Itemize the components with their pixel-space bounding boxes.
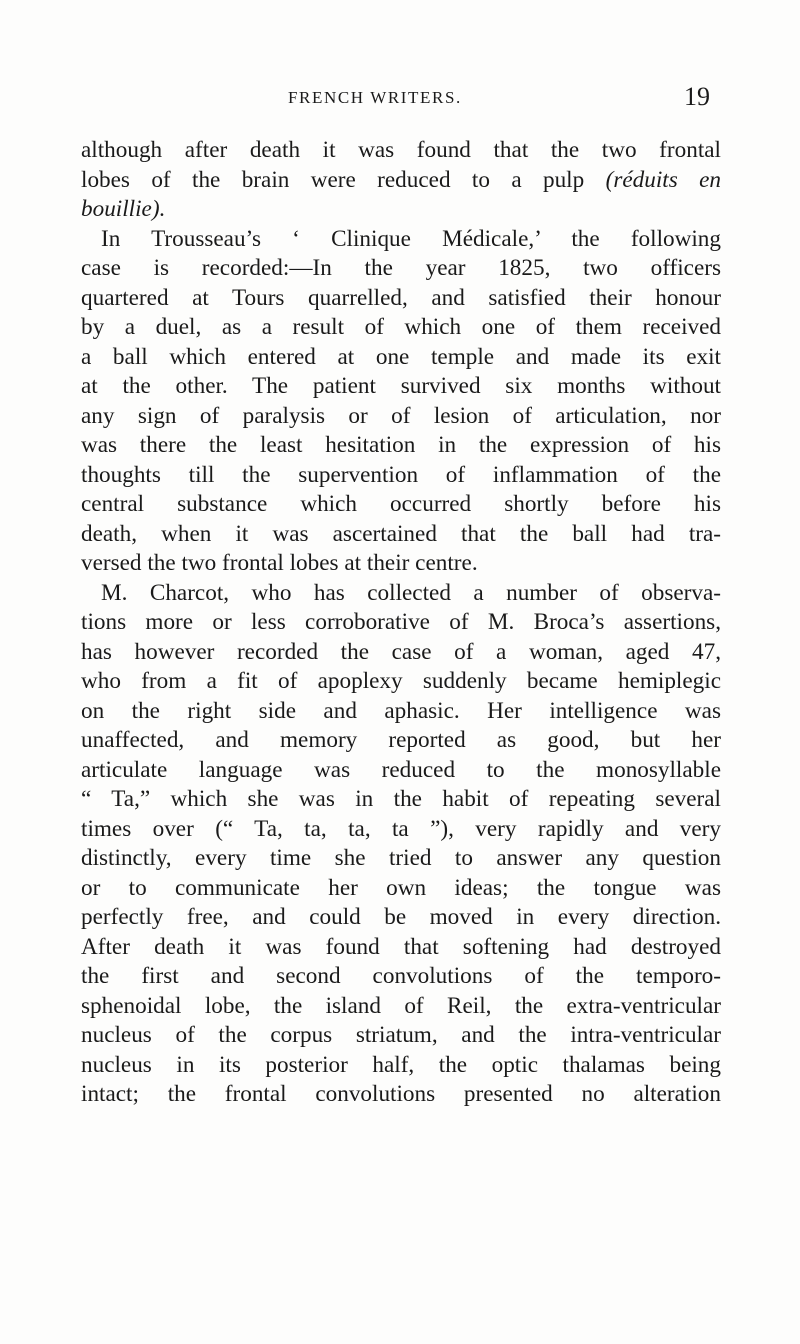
text-line: who from a fit of apoplexy suddenly became hemiplegic — [81, 668, 721, 694]
text-line: any sign of paralysis or of lesion of articulation, nor — [81, 402, 721, 429]
text-line: at the other. The patient survived six months without — [81, 373, 721, 399]
text-line: death, when it was ascertained that the ball had tra- — [81, 520, 721, 547]
text-line: although after death it was found that the two frontal — [81, 137, 721, 163]
text-line: articulate language was reduced to the monosyllable — [81, 756, 721, 783]
running-head — [0, 82, 800, 122]
body-text — [81, 136, 721, 1110]
text-line: tions more or less corroborative of M. Broca’s assertions, — [81, 609, 721, 635]
text-line: was there the least hesitation in the expression of his — [81, 432, 721, 458]
text-line: times over (“ Ta, ta, ta, ta ”), very rapidly and very — [81, 815, 721, 842]
paragraph-first-line: In Trousseau’s ‘ Clinique Médicale,’ the following — [101, 225, 721, 252]
text-line: the first and second convolutions of the temporo- — [81, 963, 721, 989]
text-line: “ Ta,” which she was in the habit of repeating several — [81, 786, 721, 812]
text-line: intact; the frontal convolutions presented no alteration — [81, 1081, 721, 1107]
text-line: After death it was found that softening had destroyed — [81, 933, 721, 960]
text-line: quartered at Tours quarrelled, and satisfied their honour — [81, 284, 721, 311]
page-number: 19 — [684, 82, 710, 111]
text-line: perfectly free, and could be moved in every direction. — [81, 904, 721, 930]
paragraph-first-line: M. Charcot, who has collected a number of observa- — [101, 579, 721, 606]
text-line: central substance which occurred shortly before his — [81, 491, 721, 517]
text-line: distinctly, every time she tried to answer any question — [81, 845, 721, 871]
text-line: by a duel, as a result of which one of them received — [81, 314, 721, 340]
italic-phrase: (réduits en — [605, 166, 721, 193]
running-title: FRENCH WRITERS. — [288, 88, 462, 107]
text-line: thoughts till the supervention of inflammation of the — [81, 461, 721, 488]
text-line: bouillie). — [81, 196, 166, 222]
text-line: nucleus of the corpus striatum, and the intra-ventricular — [81, 1022, 721, 1048]
text-line: nucleus in its posterior half, the optic thalamas being — [81, 1051, 721, 1078]
text-line: or to communicate her own ideas; the tongue was — [81, 874, 721, 901]
text-line — [81, 166, 721, 196]
text-segment: lobes of the brain were reduced to a pulp — [81, 166, 585, 193]
text-line: unaffected, and memory reported as good, but her — [81, 727, 721, 753]
text-line: case is recorded:—In the year 1825, two officers — [81, 255, 721, 281]
text-line: on the right side and aphasic. Her intelligence was — [81, 697, 721, 724]
text-line: has however recorded the case of a woman, aged 47, — [81, 638, 721, 665]
text-line: a ball which entered at one temple and made its exit — [81, 343, 721, 370]
text-line: versed the two frontal lobes at their centre. — [81, 550, 478, 576]
text-line: sphenoidal lobe, the island of Reil, the extra-ventricular — [81, 992, 721, 1019]
